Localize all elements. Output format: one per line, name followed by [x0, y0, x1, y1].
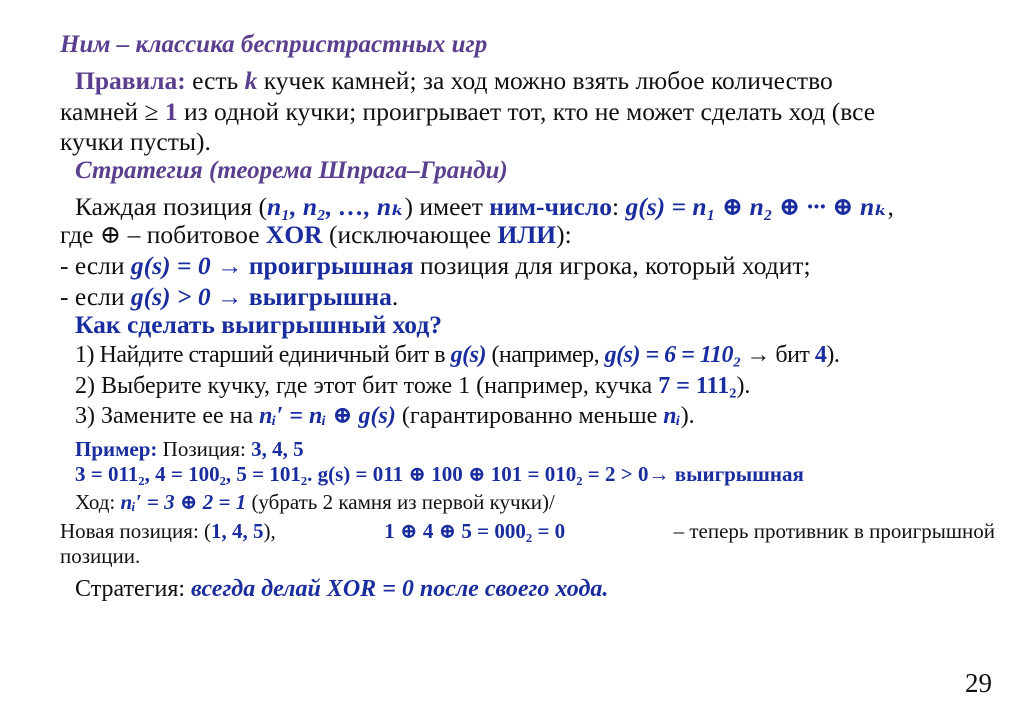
rules-label: Правила:: [75, 66, 186, 95]
nim-comma: ,: [887, 191, 894, 221]
rules-line-1: [60, 66, 995, 97]
nim-tuple: n₁, n₂, …, nₖ: [267, 191, 405, 221]
nim-ili: ИЛИ: [497, 220, 557, 250]
case2-cond: g(s) > 0 →: [130, 281, 243, 311]
case2-rest: .: [391, 281, 399, 311]
rules-text-b: кучек камней; за ход можно взять любое количество: [263, 66, 833, 95]
example-new-position: [60, 519, 995, 544]
final-dot: .: [602, 576, 609, 603]
strategy-heading: Стратегия (теорема Шпрага–Гранди): [75, 156, 508, 184]
step1-a: 1) Найдите старший единичный бит в: [75, 341, 451, 368]
case1-rest: позиция для игрока, который ходит;: [413, 250, 811, 280]
nim-line-1: [60, 192, 995, 223]
step2-b: ).: [736, 372, 751, 399]
step2-ex: 7 = 111₂: [658, 372, 737, 399]
rules-text-d: из одной кучки; проигрывает тот, кто не может сделать ход (все: [183, 96, 876, 126]
example-move-b: (убрать 2 камня из первой кучки)/: [246, 489, 555, 514]
step3-ni: nᵢ: [663, 403, 681, 430]
step-3: [60, 402, 995, 431]
example-move: [60, 490, 995, 515]
final-a: Стратегия:: [75, 576, 192, 603]
case1-dash: - если: [60, 250, 131, 280]
slide-content: [60, 30, 995, 603]
nim-close: ): [404, 191, 413, 221]
case1-word: проигрышная: [242, 250, 414, 280]
nim-xor: XOR: [265, 220, 323, 250]
example-move-a: Ход:: [75, 489, 121, 514]
example-pos-vals: 3, 4, 5: [251, 437, 304, 462]
new-pos-left: [60, 519, 276, 544]
step3-b: (гарантированно меньше: [395, 403, 664, 430]
step1-bit: 4: [814, 341, 827, 368]
step1-ex: g(s) = 6 = 110₂: [604, 341, 741, 368]
page-number: 29: [965, 668, 992, 698]
how-heading: Как сделать выигрышный ход?: [75, 310, 442, 340]
nim-intro: Каждая позиция (: [75, 191, 268, 221]
final-xor: XOR = 0 после своего хода: [326, 576, 603, 603]
step-2: [60, 372, 995, 401]
step3-c: ).: [680, 403, 695, 430]
step-1: [60, 341, 995, 370]
rules-k: k: [244, 66, 258, 95]
nim-where-b: (исключающее: [322, 220, 498, 250]
case-losing: [60, 251, 995, 282]
new-formula: 1 ⊕ 4 ⊕ 5 = 000₂ = 0: [384, 518, 566, 543]
case2-dash: - если: [60, 281, 131, 311]
nim-term: ним-число: [489, 191, 612, 221]
case-winning: [60, 282, 995, 313]
step2-a: 2) Выберите кучку, где этот бит тоже 1 (например, кучка: [75, 372, 659, 399]
new-b: ),: [263, 518, 276, 543]
new-c: – теперь противник в проигрышной: [673, 518, 995, 543]
nim-where-c: ):: [556, 220, 572, 250]
step1-d: ).: [826, 341, 840, 368]
case2-word: выигрышна: [242, 281, 392, 311]
rules-line-2: [60, 97, 995, 128]
example-calc: 3 = 011₂, 4 = 100₂, 5 = 101₂. g(s) = 011 ⊕ 100 ⊕ 101 = 010₂ = 2 > 0→ выигрышная: [75, 462, 804, 487]
rules-line-3: кучки пусты).: [60, 127, 211, 157]
nim-formula: g(s) = n₁ ⊕ n₂ ⊕ ··· ⊕ nₖ: [625, 191, 888, 221]
step3-a: 3) Замените ее на: [75, 403, 260, 430]
final-strategy: [60, 575, 995, 604]
case1-cond: g(s) = 0 →: [130, 250, 243, 280]
new-vals: 1, 4, 5: [211, 518, 264, 543]
step1-g: g(s): [450, 341, 486, 368]
nim-has: имеет: [412, 191, 490, 221]
step1-b: (например,: [485, 341, 605, 368]
title: Ним – классика беспристрастных игр: [60, 31, 488, 58]
example-position: [60, 437, 995, 462]
step3-formula: nᵢ′ = nᵢ ⊕ g(s): [259, 403, 396, 430]
step1-c: → бит: [740, 341, 815, 368]
rules-text-a: есть: [192, 66, 239, 95]
rules-one: 1: [164, 96, 178, 126]
rules-text-c: камней ≥: [60, 96, 159, 126]
example-new-line2: позиции.: [60, 543, 141, 568]
example-pos-a: Позиция:: [157, 437, 252, 462]
nim-colon: :: [611, 191, 626, 221]
example-move-formula: nᵢ′ = 3 ⊕ 2 = 1: [120, 489, 247, 514]
new-a: Новая позиция: (: [60, 518, 212, 543]
nim-where-a: где ⊕ – побитовое: [60, 220, 266, 250]
example-label: Пример:: [75, 437, 158, 462]
final-b: всегда делай: [191, 576, 327, 603]
nim-line-2: [60, 220, 995, 251]
